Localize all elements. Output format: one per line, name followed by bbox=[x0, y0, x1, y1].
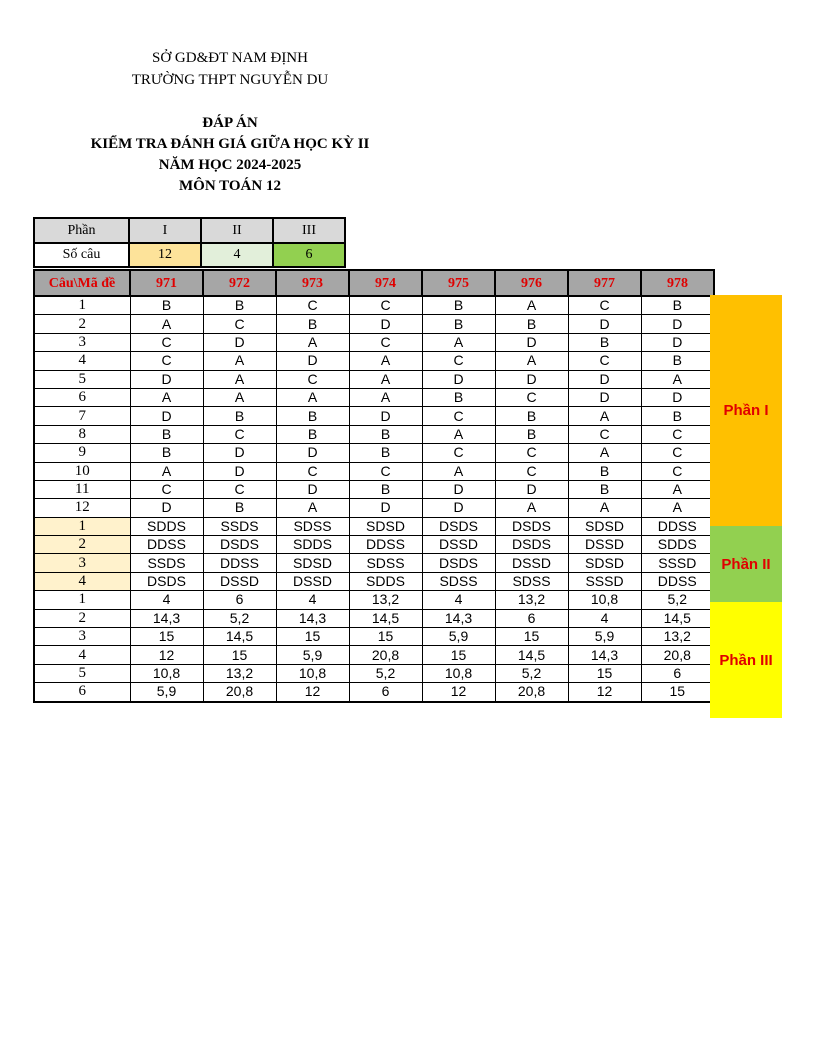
exam-title: KIỂM TRA ĐÁNH GIÁ GIỮA HỌC KỲ II bbox=[90, 136, 370, 152]
answer-cell: A bbox=[641, 480, 714, 498]
answer-cell: 15 bbox=[349, 628, 422, 646]
answer-cell: B bbox=[422, 296, 495, 315]
answer-cell: C bbox=[422, 444, 495, 462]
part3-row bbox=[34, 683, 714, 702]
question-number: 9 bbox=[34, 444, 130, 462]
answer-cell: 4 bbox=[276, 591, 349, 609]
question-number: 4 bbox=[34, 572, 130, 590]
answer-cell: A bbox=[568, 444, 641, 462]
header-cell: 971 bbox=[130, 270, 203, 296]
answer-cell: C bbox=[641, 462, 714, 480]
answer-cell: 10,8 bbox=[422, 664, 495, 682]
part3-row bbox=[34, 646, 714, 664]
answer-cell: 6 bbox=[641, 664, 714, 682]
answer-cell: SDDS bbox=[349, 572, 422, 590]
answer-cell: A bbox=[276, 388, 349, 406]
answer-cell: DSDS bbox=[422, 554, 495, 572]
answer-cell: B bbox=[276, 407, 349, 425]
answer-cell: C bbox=[276, 370, 349, 388]
question-number: 7 bbox=[34, 407, 130, 425]
question-number: 10 bbox=[34, 462, 130, 480]
question-number: 5 bbox=[34, 664, 130, 682]
answer-cell: DDSS bbox=[641, 572, 714, 590]
answer-cell: D bbox=[203, 333, 276, 351]
answer-cell: A bbox=[130, 388, 203, 406]
answer-cell: B bbox=[641, 352, 714, 370]
answer-cell: C bbox=[130, 352, 203, 370]
part1-row bbox=[34, 462, 714, 480]
answer-cell: 6 bbox=[495, 609, 568, 627]
answer-cell: B bbox=[130, 296, 203, 315]
answer-cell: SSDS bbox=[203, 517, 276, 535]
answer-cell: DSSD bbox=[276, 572, 349, 590]
answer-cell: A bbox=[568, 407, 641, 425]
answer-cell: D bbox=[495, 333, 568, 351]
answer-cell: DSDS bbox=[130, 572, 203, 590]
question-number: 4 bbox=[34, 646, 130, 664]
answer-cell: 13,2 bbox=[641, 628, 714, 646]
answer-cell: DSSD bbox=[203, 572, 276, 590]
answer-cell: 20,8 bbox=[203, 683, 276, 702]
question-number: 6 bbox=[34, 388, 130, 406]
answer-cell: B bbox=[495, 407, 568, 425]
answer-cell: 13,2 bbox=[495, 591, 568, 609]
part3-label: Phần III bbox=[710, 602, 782, 718]
answer-cell: C bbox=[568, 425, 641, 443]
subject: MÔN TOÁN 12 bbox=[179, 178, 281, 194]
answer-cell: B bbox=[568, 480, 641, 498]
answer-cell: D bbox=[568, 388, 641, 406]
answer-cell: DSSD bbox=[495, 554, 568, 572]
answer-cell: 14,5 bbox=[641, 609, 714, 627]
answer-cell: A bbox=[641, 499, 714, 517]
answer-cell: SDSS bbox=[422, 572, 495, 590]
part2-row bbox=[34, 572, 714, 590]
header-cell: 974 bbox=[349, 270, 422, 296]
part1-row bbox=[34, 444, 714, 462]
part3-row bbox=[34, 664, 714, 682]
summary-cell: Số câu bbox=[34, 243, 129, 267]
answer-cell: B bbox=[276, 315, 349, 333]
answer-cell: C bbox=[349, 296, 422, 315]
answer-cell: DSSD bbox=[422, 536, 495, 554]
answer-cell: SDSS bbox=[349, 554, 422, 572]
part1-row bbox=[34, 499, 714, 517]
answer-cell: A bbox=[568, 499, 641, 517]
answer-cell: C bbox=[130, 333, 203, 351]
part1-row bbox=[34, 315, 714, 333]
header-cell: 972 bbox=[203, 270, 276, 296]
school-year: NĂM HỌC 2024-2025 bbox=[158, 157, 302, 173]
answer-cell: SDSD bbox=[568, 554, 641, 572]
answer-cell: D bbox=[276, 444, 349, 462]
part1-row bbox=[34, 480, 714, 498]
answer-cell: 5,9 bbox=[276, 646, 349, 664]
answer-cell: SSSD bbox=[568, 572, 641, 590]
answer-cell: 14,3 bbox=[130, 609, 203, 627]
answer-cell: B bbox=[422, 388, 495, 406]
answer-cell: A bbox=[422, 462, 495, 480]
answer-cell: 12 bbox=[422, 683, 495, 702]
question-number: 3 bbox=[34, 628, 130, 646]
question-number: 2 bbox=[34, 536, 130, 554]
question-number: 1 bbox=[34, 517, 130, 535]
answer-cell: C bbox=[422, 407, 495, 425]
question-number: 11 bbox=[34, 480, 130, 498]
part1-row bbox=[34, 333, 714, 351]
answer-table bbox=[33, 269, 715, 703]
answer-cell: B bbox=[349, 444, 422, 462]
answer-cell: A bbox=[422, 333, 495, 351]
header-cell: Câu\Mã đề bbox=[34, 270, 130, 296]
summary-cell: 12 bbox=[129, 243, 201, 267]
answer-cell: C bbox=[641, 444, 714, 462]
part2-row bbox=[34, 554, 714, 572]
answer-cell: DDSS bbox=[203, 554, 276, 572]
answer-cell: B bbox=[130, 425, 203, 443]
answer-cell: 13,2 bbox=[203, 664, 276, 682]
question-number: 4 bbox=[34, 352, 130, 370]
answer-cell: DDSS bbox=[641, 517, 714, 535]
answer-cell: B bbox=[203, 499, 276, 517]
answer-cell: DSSD bbox=[568, 536, 641, 554]
question-number: 3 bbox=[34, 333, 130, 351]
answer-cell: A bbox=[495, 499, 568, 517]
summary-cell: 4 bbox=[201, 243, 273, 267]
answer-cell: 15 bbox=[203, 646, 276, 664]
summary-row-parts bbox=[34, 218, 345, 243]
question-number: 12 bbox=[34, 499, 130, 517]
answer-cell: DDSS bbox=[130, 536, 203, 554]
header-cell: 976 bbox=[495, 270, 568, 296]
answer-cell: SDSD bbox=[276, 554, 349, 572]
answer-cell: C bbox=[422, 352, 495, 370]
answer-cell: D bbox=[130, 370, 203, 388]
question-number: 8 bbox=[34, 425, 130, 443]
answer-cell: 14,5 bbox=[203, 628, 276, 646]
answer-cell: 14,3 bbox=[422, 609, 495, 627]
answer-cell: D bbox=[130, 407, 203, 425]
answer-cell: D bbox=[276, 480, 349, 498]
answer-cell: SDSS bbox=[276, 517, 349, 535]
answer-cell: DSDS bbox=[203, 536, 276, 554]
answer-cell: B bbox=[568, 462, 641, 480]
answer-cell: 14,5 bbox=[495, 646, 568, 664]
answer-cell: D bbox=[130, 499, 203, 517]
part1-row bbox=[34, 370, 714, 388]
answer-cell: D bbox=[568, 370, 641, 388]
answer-cell: D bbox=[349, 499, 422, 517]
answer-cell: SDSS bbox=[495, 572, 568, 590]
answer-cell: 14,3 bbox=[568, 646, 641, 664]
part1-row bbox=[34, 388, 714, 406]
answer-cell: B bbox=[203, 296, 276, 315]
answer-cell: 5,2 bbox=[203, 609, 276, 627]
answer-cell: D bbox=[422, 480, 495, 498]
answer-cell: 15 bbox=[276, 628, 349, 646]
answer-cell: A bbox=[203, 388, 276, 406]
answer-cell: D bbox=[349, 407, 422, 425]
answer-cell: C bbox=[276, 296, 349, 315]
answer-cell: 15 bbox=[568, 664, 641, 682]
answer-cell: 12 bbox=[130, 646, 203, 664]
part1-row bbox=[34, 407, 714, 425]
part1-label: Phần I bbox=[710, 295, 782, 526]
part1-row bbox=[34, 425, 714, 443]
part2-label: Phần II bbox=[710, 526, 782, 602]
answer-cell: 4 bbox=[568, 609, 641, 627]
answer-cell: DSDS bbox=[422, 517, 495, 535]
answer-cell: 5,9 bbox=[568, 628, 641, 646]
answer-cell: B bbox=[641, 296, 714, 315]
summary-cell: III bbox=[273, 218, 345, 243]
answer-cell: 5,2 bbox=[349, 664, 422, 682]
answer-cell: 5,9 bbox=[130, 683, 203, 702]
answer-cell: A bbox=[641, 370, 714, 388]
summary-row-counts bbox=[34, 243, 345, 267]
question-number: 6 bbox=[34, 683, 130, 702]
summary-cell: 6 bbox=[273, 243, 345, 267]
answer-cell: C bbox=[568, 296, 641, 315]
answer-cell: D bbox=[568, 315, 641, 333]
answer-cell: SSSD bbox=[641, 554, 714, 572]
answer-cell: 6 bbox=[203, 591, 276, 609]
answer-cell: C bbox=[349, 333, 422, 351]
answer-cell: C bbox=[203, 480, 276, 498]
question-number: 3 bbox=[34, 554, 130, 572]
answer-cell: C bbox=[641, 425, 714, 443]
answer-cell: 14,5 bbox=[349, 609, 422, 627]
answer-cell: C bbox=[495, 462, 568, 480]
part2-row bbox=[34, 536, 714, 554]
answer-cell: 20,8 bbox=[495, 683, 568, 702]
answer-cell: 5,2 bbox=[495, 664, 568, 682]
answer-cell: 10,8 bbox=[130, 664, 203, 682]
answer-cell: 15 bbox=[495, 628, 568, 646]
answer-cell: 4 bbox=[422, 591, 495, 609]
part3-row bbox=[34, 628, 714, 646]
answer-cell: DSDS bbox=[495, 517, 568, 535]
answer-cell: 15 bbox=[641, 683, 714, 702]
answer-cell: C bbox=[203, 425, 276, 443]
answer-cell: SDDS bbox=[641, 536, 714, 554]
school-name: TRƯỜNG THPT NGUYỄN DU bbox=[131, 72, 329, 88]
answer-cell: B bbox=[276, 425, 349, 443]
answer-cell: 13,2 bbox=[349, 591, 422, 609]
doc-title: ĐÁP ÁN bbox=[202, 115, 258, 131]
question-number: 1 bbox=[34, 591, 130, 609]
answer-cell: 14,3 bbox=[276, 609, 349, 627]
question-number: 2 bbox=[34, 315, 130, 333]
part2-row bbox=[34, 517, 714, 535]
answer-cell: DDSS bbox=[349, 536, 422, 554]
header-row bbox=[34, 270, 714, 296]
answer-cell: DSDS bbox=[495, 536, 568, 554]
answer-cell: SDSD bbox=[349, 517, 422, 535]
answer-cell: B bbox=[130, 444, 203, 462]
answer-cell: A bbox=[203, 370, 276, 388]
answer-cell: A bbox=[349, 370, 422, 388]
header-cell: 975 bbox=[422, 270, 495, 296]
answer-cell: B bbox=[349, 425, 422, 443]
answer-cell: A bbox=[495, 296, 568, 315]
answer-cell: D bbox=[495, 370, 568, 388]
answer-cell: 10,8 bbox=[276, 664, 349, 682]
answer-cell: SDDS bbox=[130, 517, 203, 535]
answer-cell: 12 bbox=[276, 683, 349, 702]
summary-cell: I bbox=[129, 218, 201, 243]
school-department: SỞ GD&ĐT NAM ĐỊNH bbox=[152, 50, 308, 66]
answer-cell: C bbox=[568, 352, 641, 370]
answer-cell: A bbox=[130, 315, 203, 333]
answer-cell: B bbox=[495, 315, 568, 333]
answer-cell: C bbox=[495, 388, 568, 406]
answer-cell: SDSD bbox=[568, 517, 641, 535]
answer-cell: A bbox=[349, 388, 422, 406]
part1-row bbox=[34, 352, 714, 370]
answer-cell: B bbox=[495, 425, 568, 443]
answer-cell: 15 bbox=[422, 646, 495, 664]
answer-cell: 10,8 bbox=[568, 591, 641, 609]
summary-cell: Phần bbox=[34, 218, 129, 243]
answer-cell: A bbox=[276, 333, 349, 351]
answer-cell: SDDS bbox=[276, 536, 349, 554]
answer-cell: D bbox=[422, 370, 495, 388]
answer-cell: B bbox=[422, 315, 495, 333]
answer-cell: C bbox=[203, 315, 276, 333]
answer-cell: D bbox=[641, 315, 714, 333]
answer-cell: C bbox=[495, 444, 568, 462]
answer-cell: A bbox=[422, 425, 495, 443]
answer-cell: A bbox=[495, 352, 568, 370]
answer-cell: A bbox=[276, 499, 349, 517]
answer-cell: D bbox=[349, 315, 422, 333]
answer-cell: C bbox=[276, 462, 349, 480]
summary-cell: II bbox=[201, 218, 273, 243]
answer-cell: D bbox=[641, 388, 714, 406]
answer-cell: D bbox=[422, 499, 495, 517]
header-cell: 977 bbox=[568, 270, 641, 296]
answer-cell: 15 bbox=[130, 628, 203, 646]
answer-cell: SSDS bbox=[130, 554, 203, 572]
answer-cell: D bbox=[641, 333, 714, 351]
answer-cell: D bbox=[276, 352, 349, 370]
answer-cell: C bbox=[130, 480, 203, 498]
summary-table bbox=[33, 217, 346, 268]
header-cell: 973 bbox=[276, 270, 349, 296]
part3-row bbox=[34, 609, 714, 627]
answer-cell: 5,2 bbox=[641, 591, 714, 609]
answer-cell: B bbox=[349, 480, 422, 498]
answer-cell: B bbox=[568, 333, 641, 351]
header-cell: 978 bbox=[641, 270, 714, 296]
answer-cell: A bbox=[203, 352, 276, 370]
answer-cell: D bbox=[495, 480, 568, 498]
answer-cell: 20,8 bbox=[349, 646, 422, 664]
answer-cell: 5,9 bbox=[422, 628, 495, 646]
answer-cell: D bbox=[203, 462, 276, 480]
answer-cell: 6 bbox=[349, 683, 422, 702]
answer-cell: A bbox=[349, 352, 422, 370]
answer-cell: A bbox=[130, 462, 203, 480]
part1-row bbox=[34, 296, 714, 315]
question-number: 1 bbox=[34, 296, 130, 315]
answer-cell: B bbox=[641, 407, 714, 425]
answer-cell: 12 bbox=[568, 683, 641, 702]
part3-row bbox=[34, 591, 714, 609]
answer-cell: 20,8 bbox=[641, 646, 714, 664]
answer-cell: D bbox=[203, 444, 276, 462]
answer-cell: C bbox=[349, 462, 422, 480]
answer-cell: 4 bbox=[130, 591, 203, 609]
question-number: 5 bbox=[34, 370, 130, 388]
question-number: 2 bbox=[34, 609, 130, 627]
answer-cell: B bbox=[203, 407, 276, 425]
